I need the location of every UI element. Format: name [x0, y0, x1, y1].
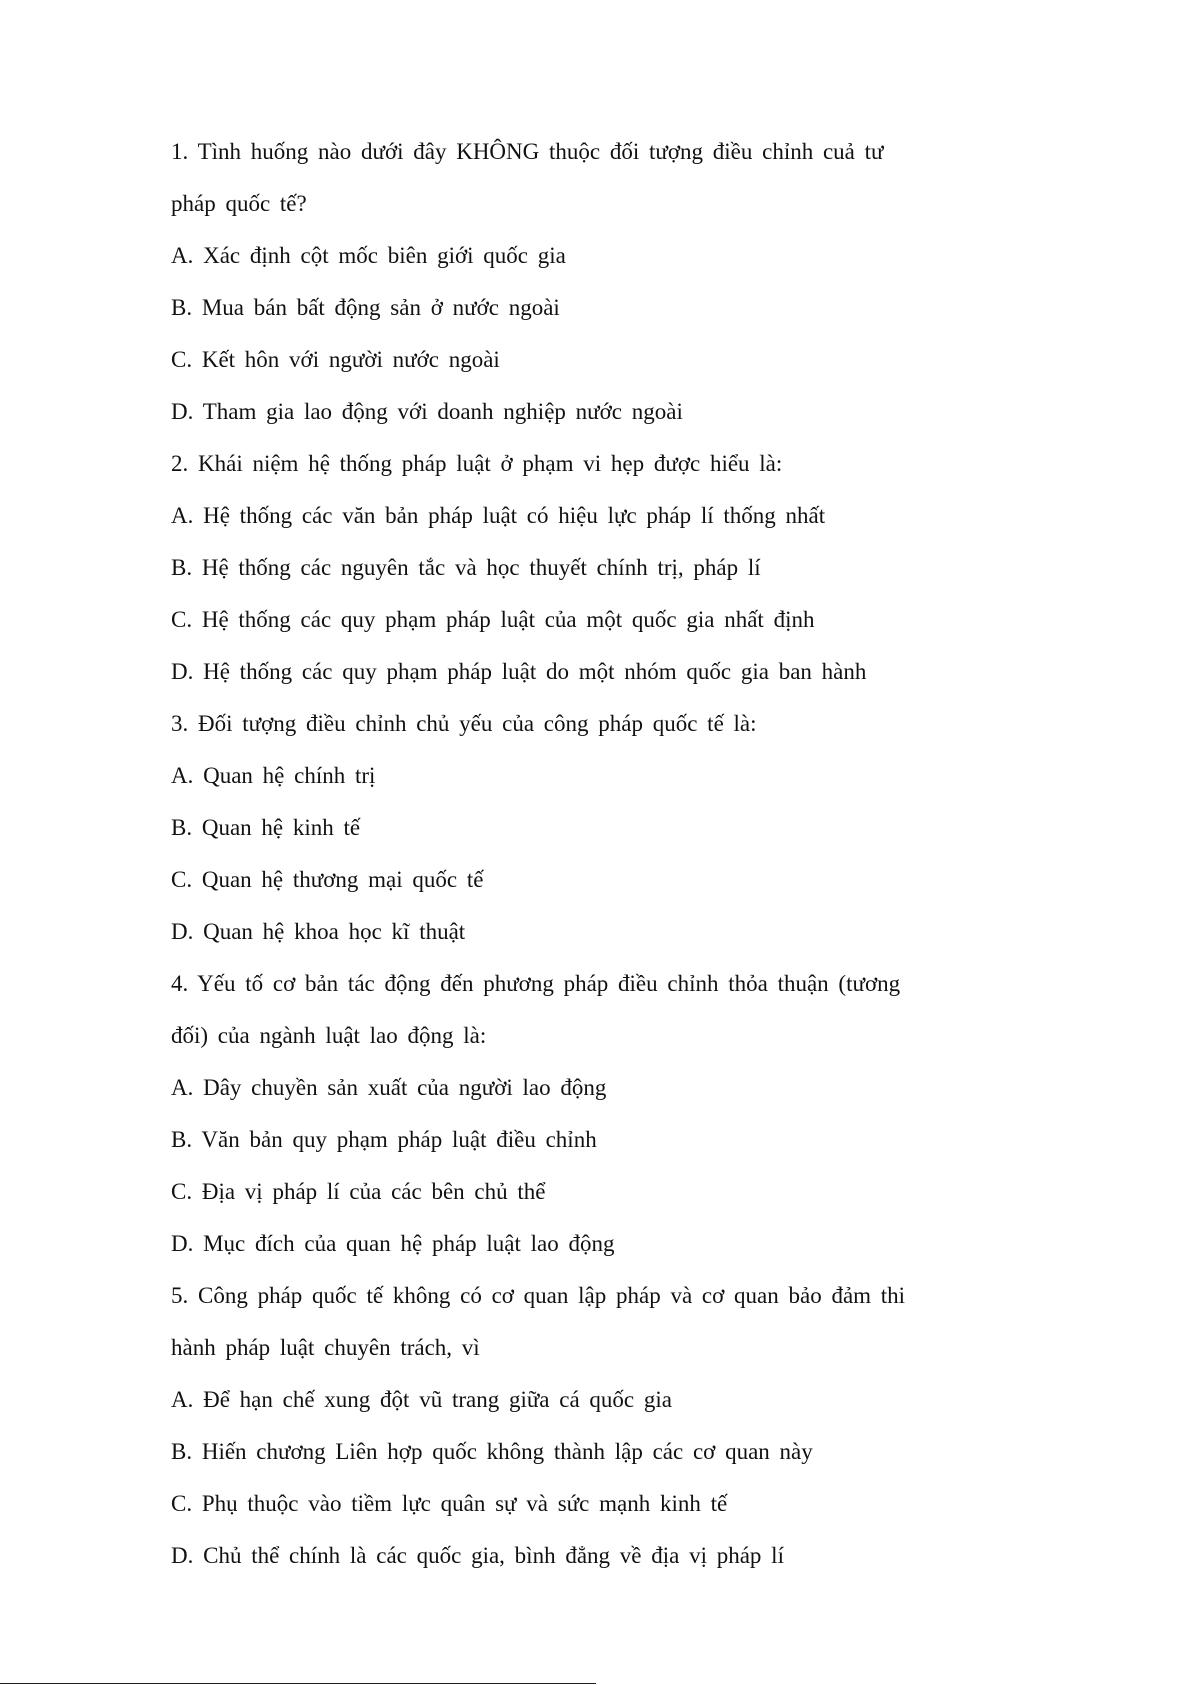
question-3-option-a: A. Quan hệ chính trị	[171, 763, 376, 788]
question-1-option-d: D. Tham gia lao động với doanh nghiệp nước ngoài	[171, 399, 683, 424]
question-2-option-a: A. Hệ thống các văn bản pháp luật có hiệu lực pháp lí thống nhất	[171, 503, 826, 528]
question-5-prompt-line-2: hành pháp luật chuyên trách, vì	[171, 1335, 480, 1360]
question-1-option-b: B. Mua bán bất động sản ở nước ngoài	[171, 295, 560, 320]
question-3-option-d: D. Quan hệ khoa học kĩ thuật	[171, 919, 466, 944]
question-3-prompt-line-1: 3. Đối tượng điều chỉnh chủ yếu của công pháp quốc tế là:	[171, 711, 757, 736]
question-4-option-d: D. Mục đích của quan hệ pháp luật lao động	[171, 1231, 615, 1256]
question-1-prompt-line-2: pháp quốc tế?	[171, 191, 307, 216]
question-3-option-b: B. Quan hệ kinh tế	[171, 815, 361, 840]
question-4-option-b: B. Văn bản quy phạm pháp luật điều chỉnh	[171, 1127, 597, 1152]
question-1-prompt-line-1: 1. Tình huống nào dưới đây KHÔNG thuộc đối tượng điều chỉnh cuả tư	[171, 139, 884, 164]
question-3-option-c: C. Quan hệ thương mại quốc tế	[171, 867, 484, 892]
question-2-prompt-line-1: 2. Khái niệm hệ thống pháp luật ở phạm vi hẹp được hiểu là:	[171, 451, 783, 476]
question-5-option-a: A. Để hạn chế xung đột vũ trang giữa cá quốc gia	[171, 1387, 672, 1412]
question-2-option-d: D. Hệ thống các quy phạm pháp luật do một nhóm quốc gia ban hành	[171, 659, 867, 684]
question-1-option-a: A. Xác định cột mốc biên giới quốc gia	[171, 243, 566, 268]
question-5-option-c: C. Phụ thuộc vào tiềm lực quân sự và sức mạnh kinh tế	[171, 1491, 728, 1516]
question-4-option-a: A. Dây chuyền sản xuất của người lao động	[171, 1075, 607, 1100]
question-2-option-c: C. Hệ thống các quy phạm pháp luật của một quốc gia nhất định	[171, 607, 815, 632]
question-4-prompt-line-2: đối) của ngành luật lao động là:	[171, 1023, 487, 1048]
question-5-option-d: D. Chủ thể chính là các quốc gia, bình đẳng về địa vị pháp lí	[171, 1543, 784, 1568]
question-4-option-c: C. Địa vị pháp lí của các bên chủ thể	[171, 1179, 546, 1204]
question-5-option-b: B. Hiến chương Liên hợp quốc không thành lập các cơ quan này	[171, 1439, 813, 1464]
question-5-prompt-line-1: 5. Công pháp quốc tế không có cơ quan lập pháp và cơ quan bảo đảm thi	[171, 1283, 906, 1308]
question-2-option-b: B. Hệ thống các nguyên tắc và học thuyết chính trị, pháp lí	[171, 555, 761, 580]
question-4-prompt-line-1: 4. Yếu tố cơ bản tác động đến phương pháp điều chỉnh thỏa thuận (tương	[171, 971, 901, 996]
footer-divider	[0, 1683, 596, 1684]
question-1-option-c: C. Kết hôn với người nước ngoài	[171, 347, 500, 372]
